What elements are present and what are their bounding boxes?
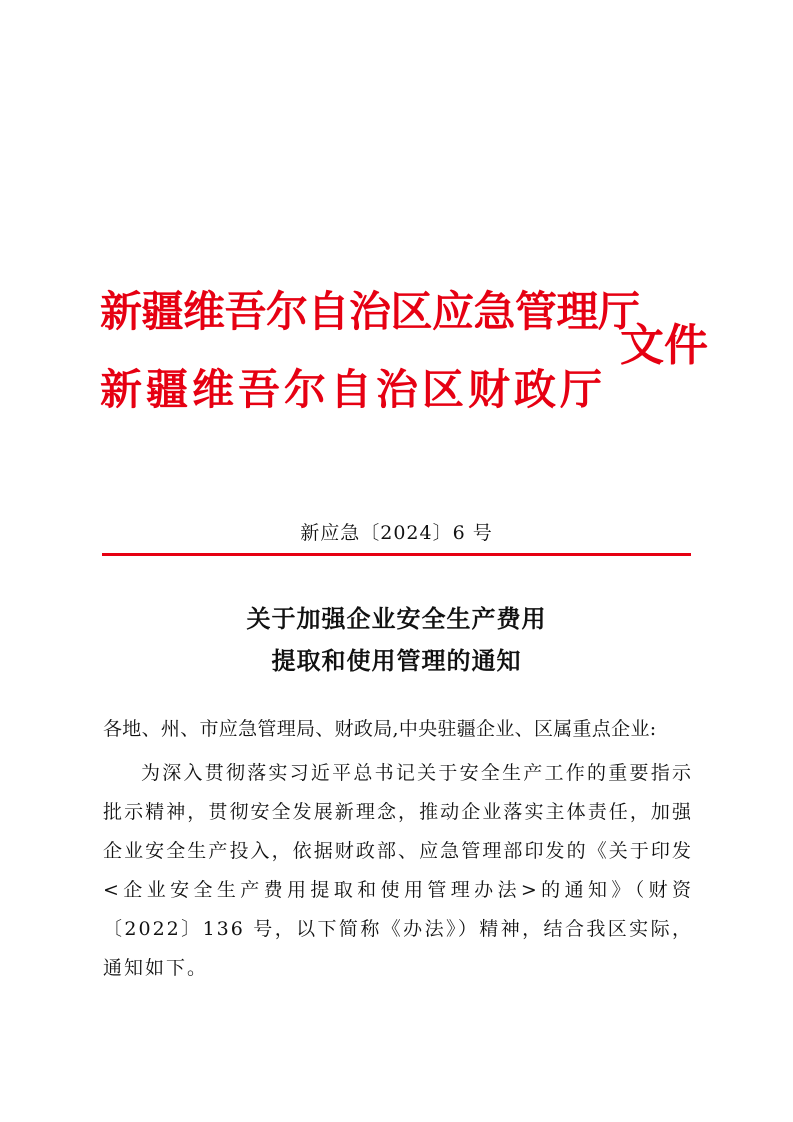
document-header <box>100 280 730 420</box>
document-kind-label: 文件 <box>620 320 708 371</box>
body-paragraph: 为深入贯彻落实习近平总书记关于安全生产工作的重要指示批示精神，贯彻安全发展新理念，推动企业落实主体责任，加强企业安全生产投入，依据财政部、应急管理部印发的《关于印发<企业安全生产费用提取和使用管理办法>的通知》（财资〔2022〕136 号，以下简称《办法》）精神，结合我区实际，通知如下。 <box>103 762 693 979</box>
issuer-finance-department: 新疆维吾尔自治区财政厅 <box>100 365 607 414</box>
issuer-emergency-management-department: 新疆维吾尔自治区应急管理厅 <box>100 287 640 336</box>
salutation: 各地、州、市应急管理局、财政局,中央驻疆企业、区属重点企业: <box>103 718 657 740</box>
red-divider-line <box>102 553 691 556</box>
notice-title-line-2: 提取和使用管理的通知 <box>271 646 522 675</box>
notice-title-line-1: 关于加强企业安全生产费用 <box>246 604 547 633</box>
document-number: 新应急〔2024〕6 号 <box>300 522 493 544</box>
